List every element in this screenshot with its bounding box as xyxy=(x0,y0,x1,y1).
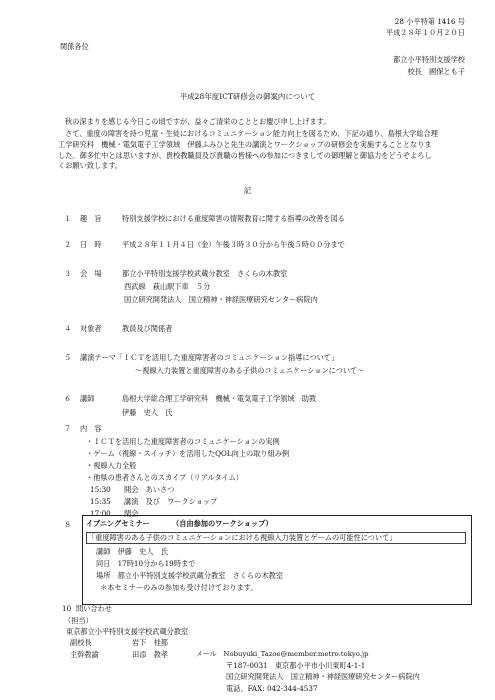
item-1-number: １ xyxy=(64,214,72,223)
item-3-label: 会 場 xyxy=(80,269,102,278)
contact-email[interactable]: メール Nobuyuki_Tazoe@member.metro.tokyo.jp xyxy=(196,650,369,658)
schedule-time: 15:35 xyxy=(90,497,111,506)
seminar-note: ＊本セミナーのみの参加も受け付けております。 xyxy=(100,583,258,592)
schedule-time: 17:00 xyxy=(90,509,111,518)
schedule-event: 閉会 xyxy=(124,509,139,518)
intro-greeting: 秋の深まりを感じる今日この頃ですが、益々ご清栄のこととお慶び申し上げます。 xyxy=(65,117,331,126)
contact-vp-name: 岩下 桂都 xyxy=(132,638,168,647)
document-date: 平成２８年１０月２０日 xyxy=(385,28,465,37)
contact-address: 〒187-0031 東京都小平市小川東町4-1-1 xyxy=(226,661,366,670)
item-3-number: ３ xyxy=(64,269,72,278)
seminar-date: 同日 17時10分から19時まで xyxy=(96,559,196,568)
contact-vp-role: 副校長 xyxy=(70,638,92,647)
item-10-number: 10 xyxy=(62,604,72,613)
item-7-bullet: ・ＩＣＴを活用した重度障害者のコミュニケーションの実例 xyxy=(86,437,280,446)
item-3-value: 都立小平特別支援学校武蔵分教室 さくらの木教室 xyxy=(122,269,288,278)
contact-tanto: （担当） xyxy=(64,616,93,625)
item-4-label: 対象者 xyxy=(80,324,102,333)
intro-body: さて、重度の障害を持つ児童・生徒におけるコミュニケーション能力向上を図るため、下記の通り、島根大学総合理工学研究科 機械・電気電子工学領域 伊藤ふみひと先生の講演とワークショップの研修会を実施することとなりました。御多忙中とは思いますが、貴校教職員及び貴職の皆様への参加につきましての御理解と御協力をどうぞよろしくお願い致します。 xyxy=(58,129,438,171)
item-5-label: 講演テーマ「ＩＣＴを活用した重度障害者のコミュニケーション指導について」 xyxy=(80,353,339,362)
sender-principal: 校長 國保とも子 xyxy=(407,67,465,76)
item-6-value: 島根大学総合理工学研究科 機械・電気電子工学領域 助教 xyxy=(122,394,317,403)
ki-marker: 記 xyxy=(243,186,252,195)
contact-address-2: 国立研究開発法人 国立精神・神経医療研究センター病院内 xyxy=(226,672,420,681)
item-1-value: 特別支援学校における重度障害の情報教育に関する指導の改善を図る xyxy=(122,214,345,223)
seminar-theme: 「重度障害のある子供のコミュニケーションにおける視線入力装置とゲームの可能性について」 xyxy=(88,533,397,542)
item-10-label: 問い合わせ xyxy=(76,604,112,613)
item-3-access: 西武線 萩山駅下車 ５分 xyxy=(124,282,211,291)
document-number: 28 小平特第 1416 号 xyxy=(394,17,465,26)
item-1-label: 趣 旨 xyxy=(80,214,102,223)
sender-school: 都立小平特別支援学校 xyxy=(393,55,465,64)
item-4-number: ４ xyxy=(64,324,72,333)
evening-seminar-title: イブニングセミナー xyxy=(86,519,150,528)
item-6-number: ６ xyxy=(64,394,72,403)
seminar-place: 場所 都立小平特別支援学校武蔵分教室 さくらの木教室 xyxy=(96,571,283,580)
contact-organization: 東京都立小平特別支援学校武蔵分教室 xyxy=(66,627,189,636)
addressee: 関係各位 xyxy=(60,42,89,51)
item-8-number: ８ xyxy=(64,520,72,529)
contact-phone: 電話、FAX: 042-344-4537 xyxy=(226,684,318,693)
contact-chief-name: 田添 教孝 xyxy=(132,650,168,659)
schedule-time: 15:30 xyxy=(90,485,111,494)
item-7-bullet: ・視線入力全般 xyxy=(86,461,137,470)
item-7-bullet: ・他県の患者さんとのスカイプ（リアルタイム） xyxy=(86,473,243,482)
item-2-value: 平成２８年１１月４日（金）午後３時３０分から午後５時００分まで xyxy=(122,240,345,249)
document-title: 平成28年度ICT研修会の御案内について xyxy=(179,92,316,101)
item-2-label: 日 時 xyxy=(80,240,102,249)
item-2-number: ２ xyxy=(64,240,72,249)
item-6-label: 講師 xyxy=(80,394,95,403)
item-7-number: ７ xyxy=(64,424,72,433)
item-4-value: 教員及び関係者 xyxy=(122,324,173,333)
evening-seminar-subtitle: （自由参加のワークショップ） xyxy=(172,519,273,528)
item-6-lecturer: 伊藤 史人 氏 xyxy=(122,408,173,417)
contact-chief-role: 主幹教諭 xyxy=(70,650,99,659)
seminar-lecturer: 講師 伊藤 史人 氏 xyxy=(96,547,168,556)
schedule-event: 開会 あいさつ xyxy=(124,485,175,494)
item-5-subtitle: ～視線入力装置と重度障害のある子供のコミュニケーションについて～ xyxy=(135,366,365,375)
item-3-location: 国立研究開発法人 国立精神・神経医療研究センター病院内 xyxy=(124,295,318,304)
item-5-number: ５ xyxy=(64,353,72,362)
item-7-bullet: ・ゲーム（視線・スイッチ）を活用したQOL向上の取り組み例 xyxy=(86,449,290,458)
item-7-label: 内 容 xyxy=(80,424,102,433)
schedule-event: 講演 及び ワークショップ xyxy=(124,497,218,506)
